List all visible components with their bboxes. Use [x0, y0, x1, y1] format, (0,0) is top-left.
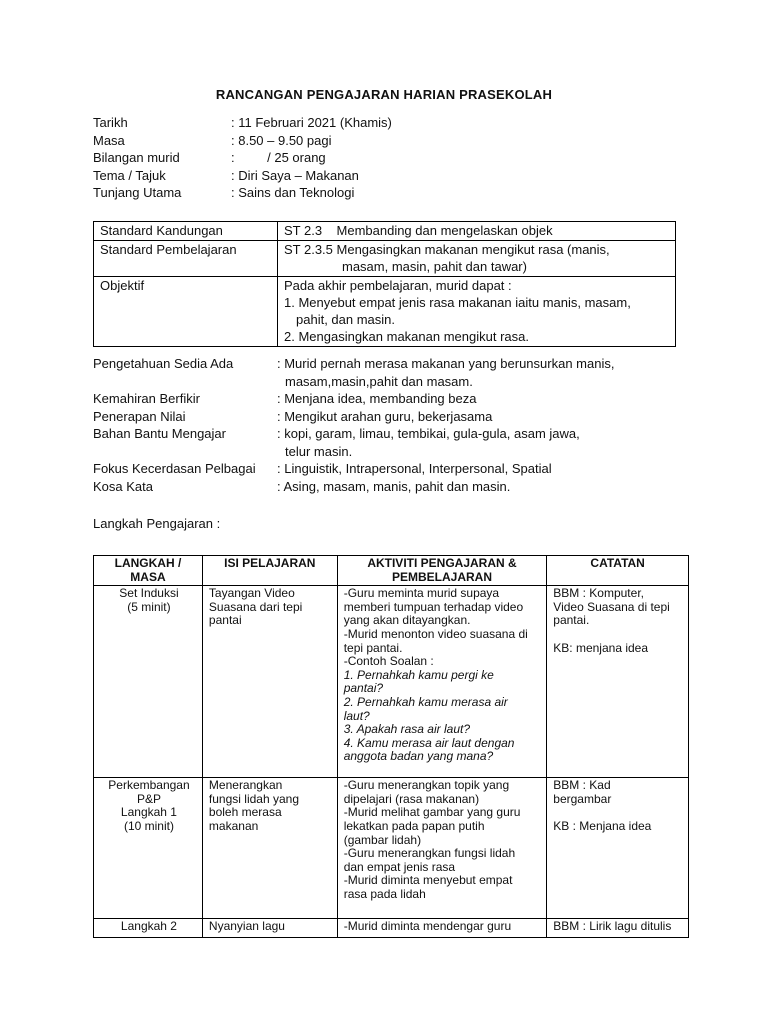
detail-kosa-kata — [93, 478, 667, 496]
cell-text: Perkembangan — [108, 778, 190, 793]
cell-text: P&P — [136, 791, 161, 806]
table-row — [94, 778, 689, 919]
info-label: Bilangan murid — [93, 150, 180, 165]
cell-text: Langkah 1 — [120, 805, 177, 820]
cell-catatan: BBM : Lirik lagu ditulis — [547, 919, 689, 938]
detail-value — [277, 425, 667, 460]
cell-text: KB: menjana idea — [553, 640, 649, 655]
question-text: 4. Kamu merasa air laut dengan — [343, 735, 515, 750]
standard-kandungan-label: Standard Kandungan — [94, 222, 278, 241]
cell-text: dan empat jenis rasa — [343, 859, 456, 874]
standard-kandungan-value: ST 2.3 Membanding dan mengelaskan objek — [278, 222, 676, 241]
table-row — [94, 586, 689, 778]
cell-text: -Murid diminta menyebut empat — [343, 873, 513, 888]
cell-text: (5 minit) — [127, 599, 171, 614]
cell-catatan — [547, 586, 689, 778]
info-value: : 8.50 – 9.50 pagi — [231, 132, 332, 148]
cell-langkah — [94, 586, 203, 778]
objektif-item: 1. Menyebut empat jenis rasa makanan iaitu manis, masam, — [284, 295, 631, 310]
cell-catatan — [547, 778, 689, 919]
header-text: MASA — [130, 569, 166, 584]
cell-text: (10 minit) — [123, 818, 174, 833]
cell-langkah — [94, 778, 203, 919]
header-text: PEMBELAJARAN — [391, 569, 492, 584]
spacer — [553, 806, 684, 820]
cell-text: BBM : Komputer, — [553, 586, 644, 601]
detail-line: masam,masin,pahit dan masam. — [285, 373, 473, 389]
standard-pembelajaran-row — [94, 241, 676, 277]
cell-aktiviti — [337, 778, 547, 919]
info-label: Tunjang Utama — [93, 185, 182, 200]
objektif-intro: Pada akhir pembelajaran, murid dapat : — [284, 278, 512, 293]
info-value: : 11 Februari 2021 (Khamis) — [231, 115, 392, 130]
detail-label: Bahan Bantu Mengajar — [93, 426, 226, 441]
cell-text: -Guru menerangkan fungsi lidah — [343, 846, 516, 861]
detail-fokus — [93, 460, 667, 478]
cell-isi — [202, 778, 337, 919]
detail-value: : Asing, masam, manis, pahit dan masin. — [277, 478, 511, 494]
question-text: anggota badan yang mana? — [343, 749, 494, 764]
detail-label: Pengetahuan Sedia Ada — [93, 356, 234, 371]
detail-label: Kemahiran Berfikir — [93, 391, 200, 406]
question-text: laut? — [343, 708, 370, 723]
header-langkah-masa — [94, 556, 203, 586]
header-catatan: CATATAN — [547, 556, 689, 586]
standards-table — [93, 221, 676, 347]
detail-line: : Murid pernah merasa makanan yang berunsurkan manis, — [277, 356, 615, 371]
objektif-row — [94, 277, 676, 347]
table-row — [94, 919, 689, 938]
info-row-tarikh — [93, 114, 392, 132]
standard-pembelajaran-cell — [278, 241, 676, 277]
cell-text: tepi pantai. — [343, 640, 403, 655]
info-label: Tema / Tajuk — [93, 167, 166, 183]
cell-text: BBM : Kad — [553, 778, 611, 793]
header-isi-pelajaran: ISI PELAJARAN — [202, 556, 337, 586]
header-aktiviti — [337, 556, 547, 586]
detail-line: telur masin. — [285, 443, 353, 459]
cell-isi: Nyanyian lagu — [202, 919, 337, 938]
info-block — [93, 114, 392, 202]
cell-text: memberi tumpuan terhadap video — [343, 599, 524, 614]
info-value: : / 25 orang — [231, 150, 326, 165]
cell-text: pantai — [208, 613, 242, 628]
cell-text: Video Suasana di tepi — [553, 599, 670, 614]
info-value: : Diri Saya – Makanan — [231, 167, 359, 183]
detail-label: Penerapan Nilai — [93, 408, 186, 424]
detail-value — [277, 355, 667, 390]
cell-isi — [202, 586, 337, 778]
info-row-bilangan-murid — [93, 149, 392, 167]
info-row-tunjang — [93, 184, 392, 202]
header-text: LANGKAH / — [114, 556, 182, 570]
standard-pembelajaran-line: ST 2.3.5 Mengasingkan makanan mengikut rasa (manis, — [284, 242, 610, 257]
info-value: : Sains dan Teknologi — [231, 185, 355, 200]
question-text: pantai? — [343, 681, 384, 696]
question-text: 3. Apakah rasa air laut? — [343, 722, 471, 737]
objektif-item: 2. Mengasingkan makanan mengikut rasa. — [284, 329, 529, 344]
detail-kemahiran — [93, 390, 667, 408]
cell-text: -Guru meminta murid supaya — [343, 586, 500, 601]
steps-heading: Langkah Pengajaran : — [93, 516, 221, 531]
info-label: Tarikh — [93, 115, 128, 130]
cell-text: boleh merasa — [208, 805, 282, 820]
objektif-item-cont: pahit, dan masin. — [296, 312, 396, 327]
detail-value: : Linguistik, Intrapersonal, Interpersonal, Spatial — [277, 461, 552, 476]
cell-langkah: Langkah 2 — [94, 919, 203, 938]
cell-text: -Murid melihat gambar yang guru — [343, 805, 521, 820]
spacer — [553, 628, 684, 642]
cell-text: -Murid menonton video suasana di — [343, 626, 528, 641]
info-row-masa — [93, 132, 392, 150]
lesson-steps-table — [93, 555, 689, 938]
cell-text: Menerangkan — [208, 778, 283, 793]
info-row-tema — [93, 167, 392, 185]
detail-value: : Mengikut arahan guru, bekerjasama — [277, 408, 493, 424]
objektif-cell — [278, 277, 676, 347]
cell-aktiviti: -Murid diminta mendengar guru — [337, 919, 547, 938]
cell-text: rasa pada lidah — [343, 886, 426, 901]
header-text: AKTIVITI PENGAJARAN & — [367, 556, 517, 570]
question-text: 1. Pernahkah kamu pergi ke — [343, 667, 494, 682]
cell-text: bergambar — [553, 791, 612, 806]
standard-pembelajaran-line: masam, masin, pahit dan tawar) — [342, 259, 527, 274]
cell-text: pantai. — [553, 613, 590, 628]
detail-line: : kopi, garam, limau, tembikai, gula-gula, asam jawa, — [277, 426, 580, 441]
cell-aktiviti — [337, 586, 547, 778]
cell-text: makanan — [208, 818, 259, 833]
cell-text: Set Induksi — [119, 586, 179, 601]
detail-label: Kosa Kata — [93, 478, 153, 494]
objektif-label: Objektif — [94, 277, 278, 347]
cell-text: Tayangan Video — [208, 586, 295, 601]
cell-text: -Contoh Soalan : — [343, 654, 434, 669]
lesson-header-row — [94, 556, 689, 586]
cell-text: (gambar lidah) — [343, 832, 422, 847]
cell-text: KB : Menjana idea — [553, 818, 652, 833]
detail-bahan — [93, 425, 667, 460]
cell-text: Suasana dari tepi — [208, 599, 303, 614]
detail-label: Fokus Kecerdasan Pelbagai — [93, 461, 256, 476]
details-block — [93, 355, 667, 495]
cell-text: lekatkan pada papan putih — [343, 818, 485, 833]
detail-pengetahuan — [93, 355, 667, 390]
cell-text: dipelajari (rasa makanan) — [343, 791, 480, 806]
cell-text: yang akan ditayangkan. — [343, 613, 471, 628]
cell-text: -Guru menerangkan topik yang — [343, 778, 510, 793]
document-title: RANCANGAN PENGAJARAN HARIAN PRASEKOLAH — [215, 87, 553, 102]
detail-value: : Menjana idea, membanding beza — [277, 391, 477, 406]
cell-text: fungsi lidah yang — [208, 791, 299, 806]
info-label: Masa — [93, 132, 125, 148]
question-text: 2. Pernahkah kamu merasa air — [343, 694, 508, 709]
standard-pembelajaran-label: Standard Pembelajaran — [94, 241, 278, 277]
standard-kandungan-row — [94, 222, 676, 241]
detail-penerapan — [93, 408, 667, 426]
